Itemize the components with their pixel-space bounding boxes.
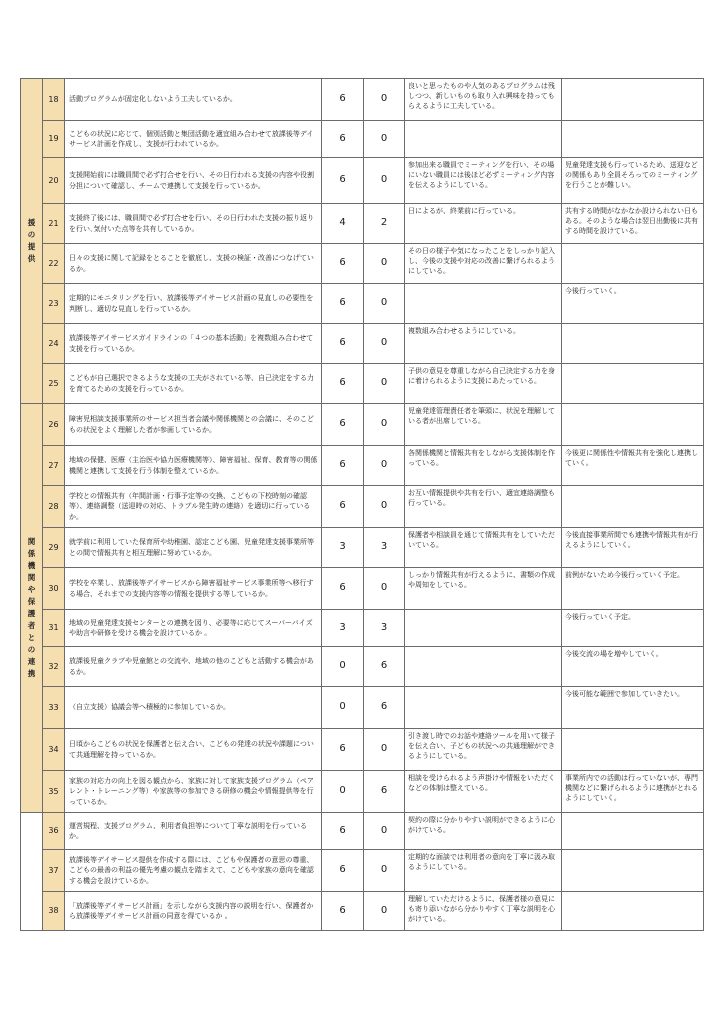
item-text: 日々の支援に関して記録をとることを徹底し、支援の検証・改善につなげているか。	[65, 244, 322, 284]
improvement-plan: 児童発達支援も行っているため、送迎などの関係もあり全員そろってのミーティングを行うことが難しい。	[562, 158, 704, 204]
item-number: 19	[43, 121, 65, 158]
no-count: 2	[364, 204, 405, 244]
item-number: 21	[43, 204, 65, 244]
yes-count: 6	[322, 284, 364, 324]
yes-count: 6	[322, 486, 364, 528]
yes-count: 6	[322, 850, 364, 892]
item-number: 18	[43, 79, 65, 121]
no-count: 0	[364, 729, 405, 771]
no-count: 0	[364, 79, 405, 121]
yes-count: 6	[322, 892, 364, 931]
current-status: 理解していただけるように、保護者様の意見にも寄り添いながら分かりやすく丁寧な説明を心がけている。	[405, 892, 562, 931]
no-count: 6	[364, 771, 405, 813]
table-row	[21, 610, 704, 647]
no-count: 0	[364, 244, 405, 284]
table-row	[21, 850, 704, 892]
item-text: 「放課後等デイサービス計画」を示しながら支援内容の説明を行い、保護者から放課後等デイサービス計画の同意を得ているか 。	[65, 892, 322, 931]
yes-count: 6	[322, 568, 364, 610]
item-number: 22	[43, 244, 65, 284]
item-text: こどもの状況に応じて、個別活動と集団活動を適宜組み合わせて放課後等デイサービス計画を作成し、支援が行われているか。	[65, 121, 322, 158]
current-status: 引き渡し時でのお話や連絡ツールを用いて様子を伝え合い、子どもの状況への共通理解ができるようにしている。	[405, 729, 562, 771]
table-row	[21, 158, 704, 204]
table-row	[21, 79, 704, 121]
improvement-plan: 事業所内での活動は行っていないが、専門機関などに繋げられるように連携がとれるようにしていく。	[562, 771, 704, 813]
item-text: こどもが自己選択できるような支援の工夫がされている等、自己決定をする力を育てるための支援を行っているか。	[65, 364, 322, 404]
improvement-plan	[562, 892, 704, 931]
table-row	[21, 121, 704, 158]
current-status	[405, 284, 562, 324]
no-count: 0	[364, 324, 405, 364]
no-count: 0	[364, 486, 405, 528]
no-count: 0	[364, 813, 405, 850]
current-status: 子供の意見を尊重しながら自己決定する力を身に着けられるように支援にあたっている。	[405, 364, 562, 404]
current-status: 各関係機関と情報共有をしながら支援体制を作っている。	[405, 446, 562, 486]
table-row	[21, 729, 704, 771]
improvement-plan	[562, 850, 704, 892]
table-row	[21, 204, 704, 244]
category-label: 援の提供	[27, 218, 36, 263]
table-row	[21, 364, 704, 404]
current-status: お互い情報提供や共有を行い、適宜連絡調整も行っている。	[405, 486, 562, 528]
yes-count: 3	[322, 610, 364, 647]
item-number: 34	[43, 729, 65, 771]
item-number: 31	[43, 610, 65, 647]
item-number: 24	[43, 324, 65, 364]
category-blank	[21, 813, 43, 931]
improvement-plan: 今後交流の場を増やしていく。	[562, 647, 704, 687]
improvement-plan	[562, 244, 704, 284]
no-count: 0	[364, 121, 405, 158]
improvement-plan: 前例がないため今後行っていく予定。	[562, 568, 704, 610]
category-support-provision	[21, 79, 43, 404]
yes-count: 6	[322, 158, 364, 204]
no-count: 3	[364, 610, 405, 647]
improvement-plan: 今後更に関係性や情報共有を強化し連携していく。	[562, 446, 704, 486]
yes-count: 6	[322, 244, 364, 284]
table-row	[21, 687, 704, 729]
category-relations-cooperation	[21, 404, 43, 813]
table-row	[21, 647, 704, 687]
improvement-plan	[562, 79, 704, 121]
item-text: 障害児相談支援事業所のサービス担当者会議や関係機関との会議に、そのこどもの状況をよく理解した者が参画しているか。	[65, 404, 322, 446]
item-number: 23	[43, 284, 65, 324]
item-text: 放課後等デイサービスガイドラインの「４つの基本活動」を複数組み合わせて支援を行っているか。	[65, 324, 322, 364]
improvement-plan: 今後行っていく予定。	[562, 610, 704, 647]
no-count: 0	[364, 158, 405, 204]
table-row	[21, 324, 704, 364]
item-number: 37	[43, 850, 65, 892]
improvement-plan	[562, 404, 704, 446]
yes-count: 6	[322, 364, 364, 404]
item-text: 日頃からこどもの状況を保護者と伝え合い、こどもの発達の状況や課題について共通理解を持っているか。	[65, 729, 322, 771]
table-row	[21, 892, 704, 931]
item-text: 地域の保健、医療（主治医や協力医療機関等）、障害福祉、保育、教育等の関係機関と連携して支援を行う体制を整えているか。	[65, 446, 322, 486]
current-status: その日の様子や気になったことをしっかり記入し、今後の支援や対応の改善に繋げられるようにしている。	[405, 244, 562, 284]
item-text: 学校との情報共有（年間計画・行事予定等の交換、こどもの下校時刻の確認等）、連絡調整（送迎時の対応、トラブル発生時の連絡）を適切に行っているか。	[65, 486, 322, 528]
current-status	[405, 610, 562, 647]
no-count: 0	[364, 568, 405, 610]
table-row	[21, 244, 704, 284]
current-status: 相談を受けられるよう声掛けや情報をいただくなどの体制は整えている。	[405, 771, 562, 813]
yes-count: 6	[322, 813, 364, 850]
yes-count: 6	[322, 446, 364, 486]
item-text: （自立支援）協議会等へ積極的に参加しているか。	[65, 687, 322, 729]
no-count: 0	[364, 850, 405, 892]
improvement-plan	[562, 364, 704, 404]
table-row	[21, 813, 704, 850]
improvement-plan: 今後直接事業所間でも連携や情報共有が行えるようにしていく。	[562, 528, 704, 568]
yes-count: 6	[322, 404, 364, 446]
no-count: 3	[364, 528, 405, 568]
evaluation-table	[20, 78, 704, 931]
item-number: 36	[43, 813, 65, 850]
table-row	[21, 404, 704, 446]
improvement-plan	[562, 486, 704, 528]
current-status: 契約の際に分かりやすい説明ができるように心がけている。	[405, 813, 562, 850]
item-number: 35	[43, 771, 65, 813]
evaluation-sheet	[20, 78, 703, 931]
improvement-plan: 今後行っていく。	[562, 284, 704, 324]
table-row	[21, 446, 704, 486]
no-count: 0	[364, 892, 405, 931]
table-row	[21, 771, 704, 813]
table-row	[21, 528, 704, 568]
item-text: 就学前に利用していた保育所や幼稚園、認定こども園、児童発達支援事業所等との間で情報共有と相互理解に努めているか。	[65, 528, 322, 568]
current-status: 保護者や相談員を通じて情報共有をしていただいている。	[405, 528, 562, 568]
item-number: 33	[43, 687, 65, 729]
current-status	[405, 121, 562, 158]
item-text: 学校を卒業し、放課後等デイサービスから障害福祉サービス事業所等へ移行する場合、それまでの支援内容等の情報を提供する等しているか。	[65, 568, 322, 610]
improvement-plan	[562, 729, 704, 771]
current-status	[405, 647, 562, 687]
item-text: 支援開始前には職員間で必ず打合せを行い、その日行われる支援の内容や役割分担について確認し、チームで連携して支援を行っているか。	[65, 158, 322, 204]
item-number: 26	[43, 404, 65, 446]
item-number: 29	[43, 528, 65, 568]
yes-count: 0	[322, 687, 364, 729]
category-label: 関係機関や保護者との連携	[27, 537, 36, 678]
item-text: 活動プログラムが固定化しないよう工夫しているか。	[65, 79, 322, 121]
improvement-plan	[562, 813, 704, 850]
yes-count: 0	[322, 771, 364, 813]
item-text: 放課後児童クラブや児童館との交流や、地域の他のこどもと活動する機会があるか。	[65, 647, 322, 687]
table-body	[21, 79, 704, 931]
item-text: 支援終了後には、職員間で必ず打合せを行い、その日行われた支援の振り返りを行い､気付いた点等を共有しているか。	[65, 204, 322, 244]
item-number: 32	[43, 647, 65, 687]
yes-count: 0	[322, 647, 364, 687]
yes-count: 6	[322, 729, 364, 771]
item-text: 運営規程、支援プログラム、利用者負担等について丁寧な説明を行っているか。	[65, 813, 322, 850]
yes-count: 3	[322, 528, 364, 568]
current-status: 参加出来る職員でミーティングを行い、その場にいない職員には後ほど必ずミーティング内容を伝えるようにしている。	[405, 158, 562, 204]
improvement-plan	[562, 121, 704, 158]
item-number: 30	[43, 568, 65, 610]
item-number: 25	[43, 364, 65, 404]
table-row	[21, 284, 704, 324]
item-text: 地域の児童発達支援センターとの連携を図り、必要等に応じてスーパーバイズや助言や研修を受ける機会を設けているか 。	[65, 610, 322, 647]
no-count: 0	[364, 404, 405, 446]
current-status: 複数組み合わせるようにしている。	[405, 324, 562, 364]
current-status: しっかり情報共有が行えるように、書類の作成や周知をしている。	[405, 568, 562, 610]
current-status: 日によるが、終業前に行っている。	[405, 204, 562, 244]
yes-count: 6	[322, 324, 364, 364]
current-status	[405, 687, 562, 729]
yes-count: 6	[322, 121, 364, 158]
item-text: 定期的にモニタリングを行い、放課後等デイサービス計画の見直しの必要性を判断し、適切な見直しを行っているか。	[65, 284, 322, 324]
item-number: 20	[43, 158, 65, 204]
item-number: 28	[43, 486, 65, 528]
item-number: 27	[43, 446, 65, 486]
improvement-plan: 共有する時間がなかなか設けられない日もある。そのような場合は翌日出勤後に共有する時間を設けている。	[562, 204, 704, 244]
current-status: 定期的な面談では利用者の意向を丁寧に汲み取るようにしている。	[405, 850, 562, 892]
yes-count: 6	[322, 79, 364, 121]
current-status: 児童発達管理責任者を筆頭に、状況を理解している者が出席している。	[405, 404, 562, 446]
table-row	[21, 568, 704, 610]
item-text: 家族の対応力の向上を図る観点から、家族に対して家族支援プログラム（ペアレント・トレーニング等）や家族等の参加できる研修の機会や情報提供等を行っているか。	[65, 771, 322, 813]
no-count: 6	[364, 647, 405, 687]
table-row	[21, 486, 704, 528]
yes-count: 4	[322, 204, 364, 244]
no-count: 6	[364, 687, 405, 729]
improvement-plan	[562, 324, 704, 364]
improvement-plan: 今後可能な範囲で参加していきたい。	[562, 687, 704, 729]
no-count: 0	[364, 364, 405, 404]
item-text: 放課後等デイサービス提供を作成する際には、こどもや保護者の意思の尊重、こどもの最善の利益の優先考慮の観点を踏まえて、こどもや家族の意向を確認する機会を設けているか。	[65, 850, 322, 892]
current-status: 良いと思ったものや人気のあるプログラムは残しつつ、新しいものも取り入れ興味を持ってもらえるように工夫している。	[405, 79, 562, 121]
no-count: 0	[364, 446, 405, 486]
no-count: 0	[364, 284, 405, 324]
item-number: 38	[43, 892, 65, 931]
